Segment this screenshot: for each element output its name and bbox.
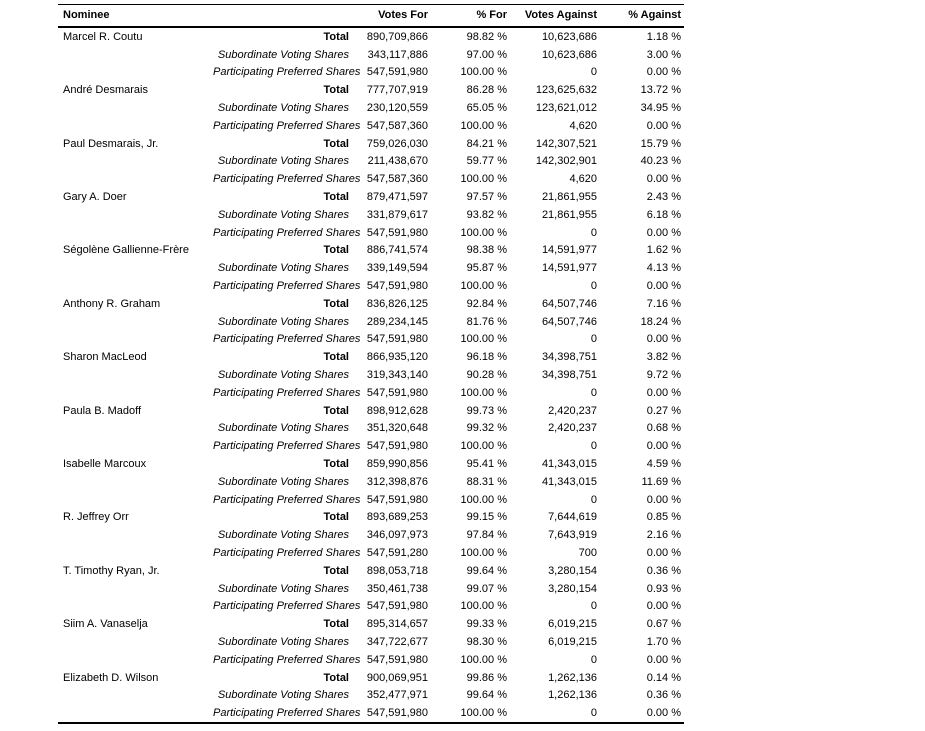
- pct-against-value: 13.72 %: [640, 84, 681, 97]
- votes-against-value: 1,262,136: [548, 689, 597, 702]
- table-header-row: [58, 5, 684, 28]
- table-row: [58, 704, 684, 723]
- nominee-name: [58, 420, 208, 438]
- nominee-name: [58, 170, 208, 188]
- votes-against-value: 64,507,746: [541, 297, 597, 310]
- nominee-name: [58, 437, 208, 455]
- votes-against-value: 0: [590, 600, 597, 613]
- nominee-name: Paula B. Madoff: [63, 404, 142, 417]
- pct-for-value: 100.00 %: [460, 493, 507, 506]
- votes-for-value: 319,343,140: [366, 369, 428, 382]
- pct-for-value: 84.21 %: [466, 137, 507, 150]
- row-label: Total: [323, 351, 349, 364]
- votes-against-value: 34,398,751: [541, 369, 597, 382]
- votes-against-value: 10,623,686: [541, 48, 597, 61]
- nominee-name: [58, 651, 208, 669]
- pct-for-value: 95.87 %: [466, 262, 507, 275]
- table-row: [58, 206, 684, 224]
- row-label: Participating Preferred Shares: [213, 600, 361, 613]
- votes-against-value: 21,861,955: [541, 208, 597, 221]
- votes-for-value: 547,591,980: [366, 600, 428, 613]
- pct-against-value: 0.00 %: [646, 707, 681, 720]
- pct-for-value: 100.00 %: [460, 66, 507, 79]
- row-label: Subordinate Voting Shares: [217, 315, 349, 328]
- row-label: Total: [323, 618, 349, 631]
- votes-against-value: 34,398,751: [541, 351, 597, 364]
- pct-for-value: 97.00 %: [466, 48, 507, 61]
- row-label: Total: [323, 244, 349, 257]
- row-label: Total: [323, 671, 349, 684]
- nominee-name: [58, 206, 208, 224]
- row-label: Total: [323, 297, 349, 310]
- row-label: Total: [323, 84, 349, 97]
- row-label: Subordinate Voting Shares: [217, 369, 349, 382]
- pct-for-value: 99.33 %: [466, 618, 507, 631]
- pct-for-value: 88.31 %: [466, 475, 507, 488]
- pct-for-value: 100.00 %: [460, 280, 507, 293]
- votes-against-value: 0: [590, 707, 597, 720]
- pct-for-value: 98.38 %: [466, 244, 507, 257]
- nominee-name: Elizabeth D. Wilson: [63, 671, 159, 684]
- nominee-name: [58, 64, 208, 82]
- votes-for-value: 312,398,876: [366, 475, 428, 488]
- table-row: [58, 544, 684, 562]
- pct-for-value: 100.00 %: [460, 653, 507, 666]
- row-label: Participating Preferred Shares: [213, 386, 361, 399]
- row-label: Subordinate Voting Shares: [217, 689, 349, 702]
- table-row: [58, 170, 684, 188]
- pct-for-value: 99.07 %: [466, 582, 507, 595]
- nominee-name: André Desmarais: [63, 84, 148, 97]
- nominee-name: [58, 544, 208, 562]
- votes-for-value: 866,935,120: [366, 351, 428, 364]
- votes-for-value: 777,707,919: [366, 84, 428, 97]
- column-header-votes-against: Votes Against: [524, 8, 597, 21]
- votes-for-value: 547,591,980: [366, 226, 428, 239]
- votes-for-value: 331,879,617: [366, 208, 428, 221]
- table-row: [58, 491, 684, 509]
- table-row: [58, 455, 684, 473]
- table-row: [58, 384, 684, 402]
- table-row: [58, 669, 684, 687]
- table-row: [58, 259, 684, 277]
- pct-for-value: 98.30 %: [466, 635, 507, 648]
- votes-against-value: 41,343,015: [541, 475, 597, 488]
- pct-for-value: 65.05 %: [466, 102, 507, 115]
- pct-for-value: 100.00 %: [460, 386, 507, 399]
- votes-against-value: 4,620: [569, 119, 597, 132]
- votes-for-value: 211,438,670: [367, 155, 428, 168]
- pct-against-value: 0.27 %: [646, 404, 681, 417]
- votes-against-value: 0: [590, 280, 597, 293]
- votes-against-value: 3,280,154: [548, 564, 597, 577]
- votes-for-value: 547,587,360: [366, 173, 428, 186]
- votes-for-value: 352,477,971: [366, 689, 428, 702]
- votes-against-value: 7,644,619: [548, 511, 597, 524]
- votes-for-value: 289,234,145: [366, 315, 428, 328]
- votes-against-value: 0: [590, 333, 597, 346]
- table-row: [58, 526, 684, 544]
- votes-against-value: 0: [590, 653, 597, 666]
- row-label: Participating Preferred Shares: [213, 333, 361, 346]
- nominee-name: [58, 117, 208, 135]
- votes-for-value: 547,591,980: [366, 280, 428, 293]
- pct-for-value: 99.64 %: [466, 564, 507, 577]
- column-header-pct-for: % For: [476, 8, 507, 21]
- votes-against-value: 4,620: [569, 173, 597, 186]
- table-row: [58, 153, 684, 171]
- nominee-name: Paul Desmarais, Jr.: [63, 137, 159, 150]
- pct-against-value: 7.16 %: [646, 297, 681, 310]
- pct-for-value: 59.77 %: [466, 155, 507, 168]
- votes-for-value: 347,722,677: [366, 635, 428, 648]
- pct-against-value: 0.93 %: [646, 582, 681, 595]
- nominee-name: [58, 46, 208, 64]
- votes-for-value: 351,320,648: [366, 422, 428, 435]
- row-label: Subordinate Voting Shares: [217, 155, 349, 168]
- votes-for-value: 898,912,628: [366, 404, 428, 417]
- column-header-pct-against: % Against: [628, 8, 681, 21]
- pct-against-value: 0.67 %: [646, 618, 681, 631]
- pct-for-value: 93.82 %: [466, 208, 507, 221]
- row-label: Total: [323, 404, 349, 417]
- column-header-votes-for: Votes For: [378, 8, 428, 21]
- pct-against-value: 0.00 %: [646, 440, 681, 453]
- pct-for-value: 100.00 %: [460, 707, 507, 720]
- pct-against-value: 0.36 %: [646, 564, 681, 577]
- nominee-name: [58, 99, 208, 117]
- pct-for-value: 95.41 %: [466, 458, 507, 471]
- nominee-name: [58, 491, 208, 509]
- pct-for-value: 90.28 %: [466, 369, 507, 382]
- votes-for-value: 547,587,360: [366, 119, 428, 132]
- votes-against-value: 0: [590, 66, 597, 79]
- table-row: [58, 135, 684, 153]
- votes-against-value: 142,307,521: [535, 137, 597, 150]
- pct-against-value: 0.00 %: [646, 226, 681, 239]
- pct-against-value: 0.00 %: [646, 66, 681, 79]
- table-row: [58, 64, 684, 82]
- pct-for-value: 99.73 %: [466, 404, 507, 417]
- pct-against-value: 2.43 %: [646, 191, 681, 204]
- row-label: Total: [323, 458, 349, 471]
- table-row: [58, 224, 684, 242]
- nominee-name: T. Timothy Ryan, Jr.: [63, 564, 160, 577]
- votes-against-value: 41,343,015: [541, 458, 597, 471]
- votes-for-value: 879,471,597: [366, 191, 428, 204]
- row-label: Subordinate Voting Shares: [217, 262, 349, 275]
- row-label: Total: [323, 191, 349, 204]
- row-label: Participating Preferred Shares: [213, 226, 361, 239]
- votes-for-value: 339,149,594: [366, 262, 428, 275]
- table-row: [58, 580, 684, 598]
- nominee-name: [58, 224, 208, 242]
- pct-against-value: 4.13 %: [646, 262, 681, 275]
- pct-against-value: 1.18 %: [646, 30, 681, 43]
- pct-for-value: 100.00 %: [460, 547, 507, 559]
- pct-against-value: 11.69 %: [641, 475, 681, 488]
- pct-against-value: 0.00 %: [646, 600, 681, 613]
- nominee-name: [58, 277, 208, 295]
- nominee-name: [58, 259, 208, 277]
- pct-against-value: 1.62 %: [646, 244, 681, 257]
- votes-against-value: 2,420,237: [548, 422, 597, 435]
- votes-against-value: 6,019,215: [548, 635, 597, 648]
- votes-for-value: 898,053,718: [366, 564, 428, 577]
- table-row: [58, 420, 684, 438]
- votes-for-value: 547,591,980: [366, 440, 428, 453]
- table-row: [58, 46, 684, 64]
- votes-against-value: 0: [590, 493, 597, 506]
- pct-against-value: 0.00 %: [646, 653, 681, 666]
- nominee-name: Marcel R. Coutu: [63, 30, 143, 43]
- row-label: Participating Preferred Shares: [213, 440, 361, 453]
- table-row: [58, 81, 684, 99]
- nominee-name: Gary A. Doer: [63, 191, 127, 204]
- nominee-name: [58, 526, 208, 544]
- votes-for-value: 900,069,951: [366, 671, 428, 684]
- nominee-name: R. Jeffrey Orr: [63, 511, 129, 524]
- row-label: Subordinate Voting Shares: [217, 48, 349, 61]
- votes-against-value: 0: [590, 226, 597, 239]
- votes-for-value: 547,591,980: [366, 707, 428, 720]
- row-label: Participating Preferred Shares: [213, 66, 361, 79]
- votes-against-value: 3,280,154: [548, 582, 597, 595]
- nominee-name: Sharon MacLeod: [63, 351, 147, 364]
- row-label: Subordinate Voting Shares: [217, 582, 349, 595]
- row-label: Subordinate Voting Shares: [217, 529, 349, 542]
- votes-for-value: 230,120,559: [366, 102, 428, 115]
- pct-against-value: 6.18 %: [646, 208, 681, 221]
- votes-for-value: 547,591,980: [366, 66, 428, 79]
- table-row: [58, 615, 684, 633]
- table-row: [58, 651, 684, 669]
- pct-for-value: 100.00 %: [460, 226, 507, 239]
- votes-for-value: 350,461,738: [366, 582, 428, 595]
- pct-for-value: 86.28 %: [466, 84, 507, 97]
- pct-against-value: 0.00 %: [646, 386, 681, 399]
- row-label: Participating Preferred Shares: [213, 173, 361, 186]
- pct-against-value: 0.00 %: [646, 119, 681, 132]
- pct-against-value: 0.00 %: [646, 173, 681, 186]
- pct-for-value: 99.86 %: [466, 671, 507, 684]
- row-label: Subordinate Voting Shares: [217, 422, 349, 435]
- votes-against-value: 64,507,746: [541, 315, 597, 328]
- table-row: [58, 366, 684, 384]
- row-label: Participating Preferred Shares: [213, 493, 361, 506]
- votes-for-value: 547,591,980: [366, 386, 428, 399]
- nominee-name: [58, 313, 208, 331]
- table-row: [58, 402, 684, 420]
- table-row: [58, 27, 684, 46]
- table-row: [58, 242, 684, 260]
- pct-against-value: 0.00 %: [646, 547, 681, 559]
- table-row: [58, 188, 684, 206]
- nominee-name: [58, 580, 208, 598]
- pct-against-value: 0.68 %: [646, 422, 681, 435]
- pct-for-value: 92.84 %: [466, 297, 507, 310]
- row-label: Participating Preferred Shares: [213, 707, 361, 720]
- table-row: [58, 277, 684, 295]
- votes-for-value: 836,826,125: [366, 297, 428, 310]
- row-label: Total: [323, 564, 349, 577]
- pct-against-value: 2.16 %: [646, 529, 681, 542]
- pct-for-value: 100.00 %: [460, 333, 507, 346]
- row-label: Subordinate Voting Shares: [217, 102, 349, 115]
- table-row: [58, 598, 684, 616]
- votes-against-value: 1,262,136: [548, 671, 597, 684]
- pct-against-value: 3.82 %: [646, 351, 681, 364]
- votes-for-value: 547,591,980: [366, 493, 428, 506]
- votes-against-value: 10,623,686: [541, 30, 597, 43]
- table-row: [58, 686, 684, 704]
- nominee-name: Anthony R. Graham: [63, 297, 161, 310]
- votes-for-value: 547,591,980: [366, 333, 428, 346]
- votes-for-value: 895,314,657: [366, 618, 428, 631]
- pct-for-value: 96.18 %: [466, 351, 507, 364]
- votes-against-value: 700: [578, 547, 597, 559]
- table-row: [58, 331, 684, 349]
- pct-for-value: 99.64 %: [466, 689, 507, 702]
- votes-for-value: 547,591,280: [366, 547, 428, 559]
- pct-against-value: 4.59 %: [646, 458, 681, 471]
- nominee-name: [58, 153, 208, 171]
- row-label: Total: [323, 137, 349, 150]
- nominee-name: [58, 331, 208, 349]
- pct-for-value: 100.00 %: [460, 600, 507, 613]
- row-label: Total: [323, 511, 349, 524]
- votes-against-value: 14,591,977: [541, 262, 597, 275]
- pct-against-value: 9.72 %: [646, 369, 681, 382]
- pct-for-value: 97.57 %: [466, 191, 507, 204]
- votes-against-value: 123,621,012: [535, 102, 597, 115]
- votes-against-value: 123,625,632: [535, 84, 597, 97]
- nominee-name: [58, 366, 208, 384]
- votes-for-value: 759,026,030: [366, 137, 428, 150]
- row-label: Participating Preferred Shares: [213, 119, 361, 132]
- pct-against-value: 1.70 %: [646, 635, 681, 648]
- row-label: Subordinate Voting Shares: [217, 475, 349, 488]
- table-row: [58, 313, 684, 331]
- votes-for-value: 343,117,886: [367, 48, 428, 61]
- votes-for-value: 886,741,574: [366, 244, 428, 257]
- pct-for-value: 100.00 %: [460, 440, 507, 453]
- nominee-name: [58, 384, 208, 402]
- votes-against-value: 2,420,237: [548, 404, 597, 417]
- nominee-name: Isabelle Marcoux: [63, 458, 147, 471]
- pct-against-value: 34.95 %: [640, 102, 681, 115]
- votes-against-value: 7,643,919: [548, 529, 597, 542]
- pct-for-value: 100.00 %: [460, 173, 507, 186]
- nominee-name: Ségolène Gallienne-Frère: [63, 244, 189, 257]
- pct-against-value: 40.23 %: [640, 155, 681, 168]
- table-row: [58, 437, 684, 455]
- pct-for-value: 100.00 %: [460, 119, 507, 132]
- nominee-name: [58, 473, 208, 491]
- pct-for-value: 97.84 %: [466, 529, 507, 542]
- nominee-name: [58, 686, 208, 704]
- pct-against-value: 0.00 %: [646, 280, 681, 293]
- pct-against-value: 0.36 %: [646, 689, 681, 702]
- pct-against-value: 0.00 %: [646, 493, 681, 506]
- row-label: Participating Preferred Shares: [213, 280, 361, 293]
- row-label: Subordinate Voting Shares: [217, 208, 349, 221]
- table-row: [58, 348, 684, 366]
- nominee-name: [58, 633, 208, 651]
- table-row: [58, 473, 684, 491]
- pct-against-value: 3.00 %: [646, 48, 681, 61]
- votes-for-value: 547,591,980: [366, 653, 428, 666]
- table-row: [58, 99, 684, 117]
- table-row: [58, 562, 684, 580]
- nominee-name: [58, 598, 208, 616]
- table-row: [58, 509, 684, 527]
- votes-for-value: 893,689,253: [366, 511, 428, 524]
- column-header-nominee: Nominee: [63, 8, 110, 21]
- votes-for-value: 890,709,866: [366, 30, 428, 43]
- votes-for-value: 346,097,973: [366, 529, 428, 542]
- row-label: Total: [323, 30, 349, 43]
- nominee-name: Siim A. Vanaselja: [63, 618, 148, 631]
- pct-against-value: 15.79 %: [640, 137, 681, 150]
- pct-against-value: 0.85 %: [646, 511, 681, 524]
- pct-for-value: 99.15 %: [466, 511, 507, 524]
- pct-against-value: 18.24 %: [640, 315, 681, 328]
- pct-for-value: 99.32 %: [466, 422, 507, 435]
- votes-against-value: 0: [590, 386, 597, 399]
- table-row: [58, 633, 684, 651]
- row-label: Participating Preferred Shares: [213, 547, 361, 559]
- table-row: [58, 117, 684, 135]
- row-label: Participating Preferred Shares: [213, 653, 361, 666]
- votes-against-value: 21,861,955: [541, 191, 597, 204]
- votes-against-value: 142,302,901: [535, 155, 597, 168]
- pct-for-value: 81.76 %: [466, 315, 507, 328]
- pct-for-value: 98.82 %: [466, 30, 507, 43]
- voting-results-table: [58, 4, 684, 724]
- table-row: [58, 295, 684, 313]
- pct-against-value: 0.14 %: [646, 671, 681, 684]
- nominee-name: [58, 704, 208, 723]
- votes-against-value: 14,591,977: [541, 244, 597, 257]
- votes-against-value: 6,019,215: [548, 618, 597, 631]
- votes-for-value: 859,990,856: [366, 458, 428, 471]
- votes-against-value: 0: [590, 440, 597, 453]
- pct-against-value: 0.00 %: [646, 333, 681, 346]
- row-label: Subordinate Voting Shares: [217, 635, 349, 648]
